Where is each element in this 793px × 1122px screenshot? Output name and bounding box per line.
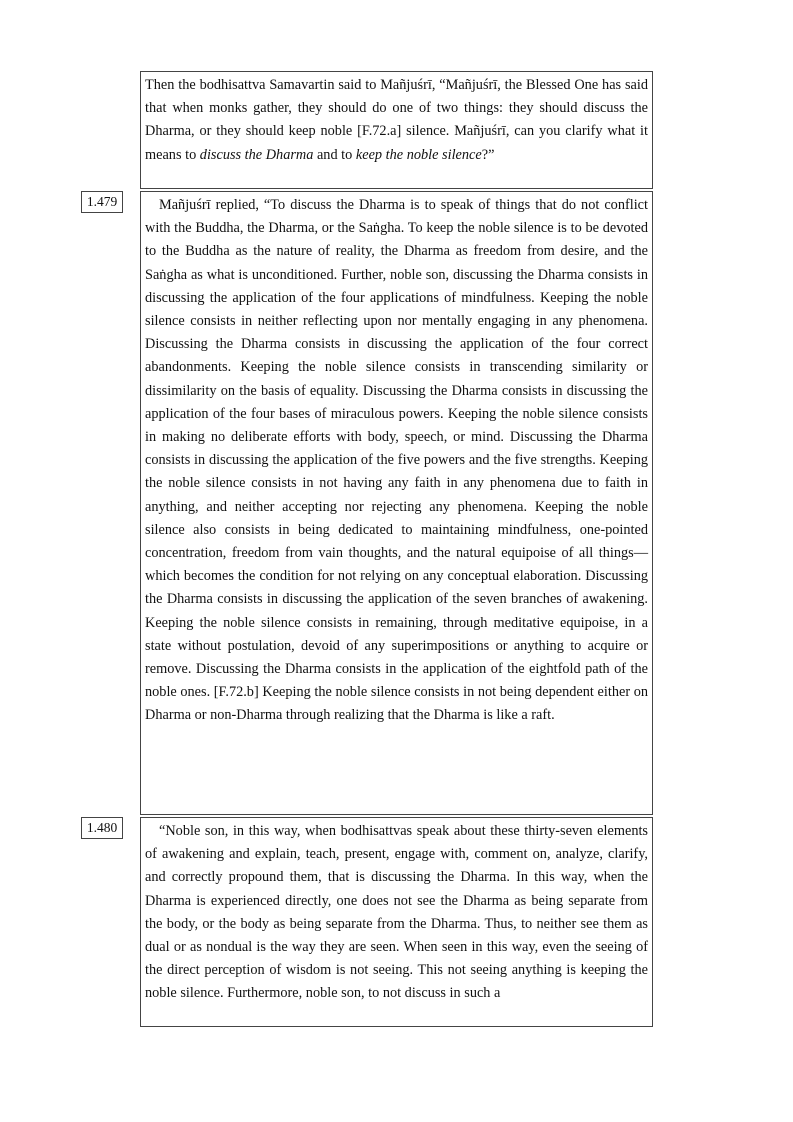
paragraph-text: “Noble son, in this way, when bodhisattvas speak about these thirty-seven elements of awakening and explain, teach, present, engage with, comment on, analyze, clarify, and correctly propound them, that is discussing the Dharma. In this way, when the Dharma is experienced directly, one does not see the Dharma as being separate from the body, or the body as being separate from the Dharma. Thus, to neither see them as dual or as nondual is the way they are seen. When seen in this way, even the seeing of the direct perception of wisdom is not seeing. This not seeing anything is keeping the noble silence. Furthermore, noble son, to not discuss in such a — [145, 823, 648, 1002]
paragraph-text: Mañjuśrī replied, “To discuss the Dharma is to speak of things that do not conflict with the Buddha, the Dharma, or the Saṅgha. To keep the noble silence is to be devoted to the Buddha as the nature of reality, the Dharma as freedom from desire, and the Saṅgha as what is unconditioned. Further, noble son, discussing the Dharma consists in discussing the application of the four applications of mindfulness. Keeping the noble silence consists in neither reflecting upon nor mentally engaging in any phenomena. Discussing the Dharma consists in discussing the application of the four correct abandonments. Keeping the noble silence consists in transcending similarity or dissimilarity on the basis of equality. Discussing the Dharma consists in discussing the application of the four bases of miraculous powers. Keeping the noble silence consists in making no deliberate efforts with body, speech, or mind. Discussing the Dharma consists in discussing the application of the five powers and the five strengths. Keeping the noble silence consists in not having any faith in any phenomena due to faith in anything, and neither accepting nor rejecting any phenomena. Keeping the noble silence also consists in being dedicated to maintaining mindfulness, one-pointed concentration, freedom from vain thoughts, and the natural equipoise of all things—which becomes the condition for not relying on any conceptual elaboration. Discussing the Dharma consists in discussing the application of the seven branches of awakening. Keeping the noble silence consists in remaining, through meditative equipoise, in a state without postulation, devoid of any superimpositions or anything to acquire or remove. Discussing the Dharma consists in the application of the eightfold path of the noble ones. [F.72.b] Keeping the noble silence consists in not being dependent either on Dharma or non-Dharma through realizing that the Dharma is like a raft. — [145, 197, 648, 724]
italic-phrase: keep the noble silence — [355, 146, 482, 163]
paragraph-continuation — [140, 71, 653, 189]
italic-phrase: discuss the Dharma — [199, 146, 314, 163]
paragraph-number: 1.479 — [81, 191, 123, 213]
text-run: ?” — [481, 146, 495, 163]
text-run: Then the bodhisattva Samavartin said to Mañjuśrī, “Mañjuśrī, the Blessed One has said that when monks gather, they should do one of two things: they should discuss the Dharma, or they should keep noble [F.72.a] silence. Mañjuśrī, can you clarify what it means to — [145, 77, 648, 163]
text-run: and to — [313, 146, 356, 163]
paragraph-text — [145, 74, 648, 167]
paragraph-number: 1.480 — [81, 817, 123, 839]
paragraph-1479 — [140, 191, 653, 815]
paragraph-1480 — [140, 817, 653, 1027]
